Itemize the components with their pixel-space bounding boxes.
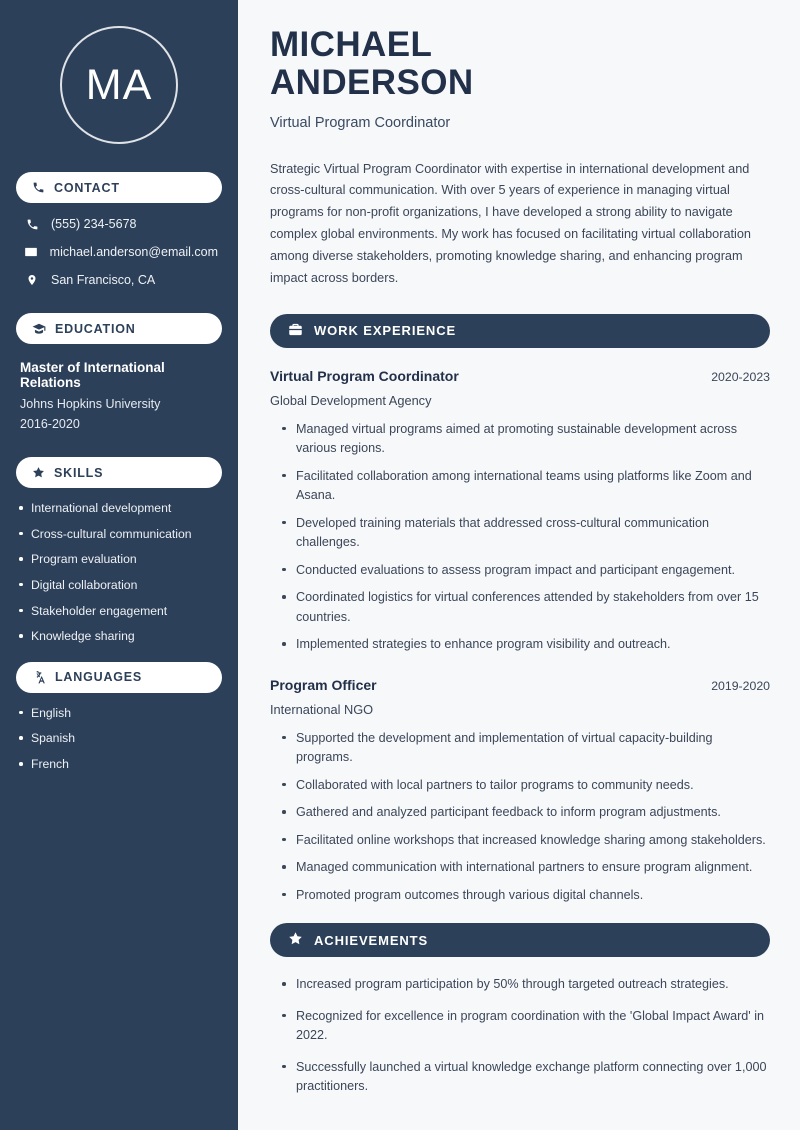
contact-phone-value: (555) 234-5678 [51,217,137,231]
contact-heading-pill [16,172,222,203]
contact-email-value: michael.anderson@email.com [49,245,218,259]
list-item: Cross-cultural communication [16,527,222,542]
experience-entry [270,368,770,655]
skills-heading-pill [16,457,222,488]
list-item: Digital collaboration [16,578,222,593]
list-item: International development [16,501,222,516]
list-item: Developed training materials that addressed cross-cultural communication challenges. [282,514,770,553]
experience-job-dates: 2020-2023 [711,369,770,384]
page-title [270,26,770,102]
translate-icon [32,670,46,684]
list-item: Spanish [16,731,222,746]
experience-job-title: Virtual Program Coordinator [270,367,459,384]
location-pin-icon [24,273,40,287]
sidebar [0,0,238,1130]
experience-job-title: Program Officer [270,676,377,693]
contact-item-location [20,273,218,287]
phone-icon [32,181,45,194]
star-icon [32,466,45,479]
list-item: English [16,706,222,721]
list-item: Facilitated collaboration among international teams using platforms like Zoom and Asana. [282,467,770,506]
list-item: Managed virtual programs aimed at promoting sustainable development across various regions. [282,420,770,459]
experience-entry-header [270,368,770,384]
list-item: Supported the development and implementation of virtual capacity-building programs. [282,729,770,768]
contact-item-email [20,245,218,259]
contact-location-value: San Francisco, CA [51,273,156,287]
list-item: Facilitated online workshops that increased knowledge sharing among stakeholders. [282,831,770,851]
sidebar-section-skills [16,457,222,644]
education-heading-label: EDUCATION [55,321,136,336]
list-item: Knowledge sharing [16,629,222,644]
experience-job-org: Global Development Agency [270,392,432,408]
skills-heading-label: SKILLS [54,465,104,480]
achievements-heading-label: ACHIEVEMENTS [314,932,429,948]
education-school: Johns Hopkins University [20,397,161,411]
experience-bullet-list [270,420,770,655]
education-degree: Master of International Relations [20,360,165,390]
list-item: Managed communication with international partners to ensure program alignment. [282,858,770,878]
skills-list [16,501,222,644]
experience-job-org: International NGO [270,701,374,717]
envelope-icon [24,245,39,259]
education-heading-pill [16,313,222,344]
sidebar-section-languages [16,662,222,772]
languages-heading-label: LANGUAGES [55,670,143,685]
list-item: Conducted evaluations to assess program impact and participant engagement. [282,561,770,581]
experience-job-dates: 2019-2020 [711,678,770,693]
graduation-cap-icon [32,322,46,336]
avatar [16,26,222,144]
list-item: Stakeholder engagement [16,604,222,619]
contact-item-phone [20,217,218,231]
main-content [238,0,800,1130]
list-item: Gathered and analyzed participant feedback to inform program adjustments. [282,803,770,823]
star-icon [288,931,303,949]
contact-list [16,217,222,287]
list-item: Coordinated logistics for virtual conferences attended by stakeholders from over 15 countries. [282,588,770,627]
professional-summary: Strategic Virtual Program Coordinator with expertise in international development and cross-cultural communication. With over 5 years of experience in managing virtual programs for non-profit organizations, I have developed a strong ability to navigate complex global environments. My work has focused on facilitating virtual collaboration among diverse stakeholders, promoting knowledge sharing, and enhancing program impact across borders. [270,161,751,285]
work-experience-heading-bar [270,314,770,348]
last-name: ANDERSON [270,62,474,102]
languages-heading-pill [16,662,222,693]
list-item: French [16,757,222,772]
phone-icon [24,218,40,231]
list-item: Collaborated with local partners to tailor programs to community needs. [282,776,770,796]
contact-heading-label: CONTACT [54,180,120,195]
list-item: Promoted program outcomes through various digital channels. [282,886,770,906]
briefcase-icon [288,322,303,340]
list-item: Implemented strategies to enhance program visibility and outreach. [282,635,770,655]
education-dates: 2016-2020 [20,417,80,431]
list-item: Increased program participation by 50% through targeted outreach strategies. [282,975,770,995]
sidebar-section-contact [16,172,222,287]
list-item: Recognized for excellence in program coordination with the 'Global Impact Award' in 2022. [282,1007,770,1046]
list-item: Successfully launched a virtual knowledge exchange platform connecting over 1,000 practitioners. [282,1058,770,1097]
job-role-subtitle: Virtual Program Coordinator [270,114,451,131]
sidebar-section-education [16,313,222,431]
first-name: MICHAEL [270,25,433,64]
achievements-heading-bar [270,923,770,957]
education-entry [16,360,222,431]
achievements-list [270,975,770,1097]
experience-bullet-list [270,729,770,906]
monogram-initials: MA [60,26,178,144]
experience-entry [270,677,770,906]
list-item: Program evaluation [16,552,222,567]
work-experience-heading-label: WORK EXPERIENCE [314,323,457,339]
languages-list [16,706,222,772]
experience-entry-header [270,677,770,693]
